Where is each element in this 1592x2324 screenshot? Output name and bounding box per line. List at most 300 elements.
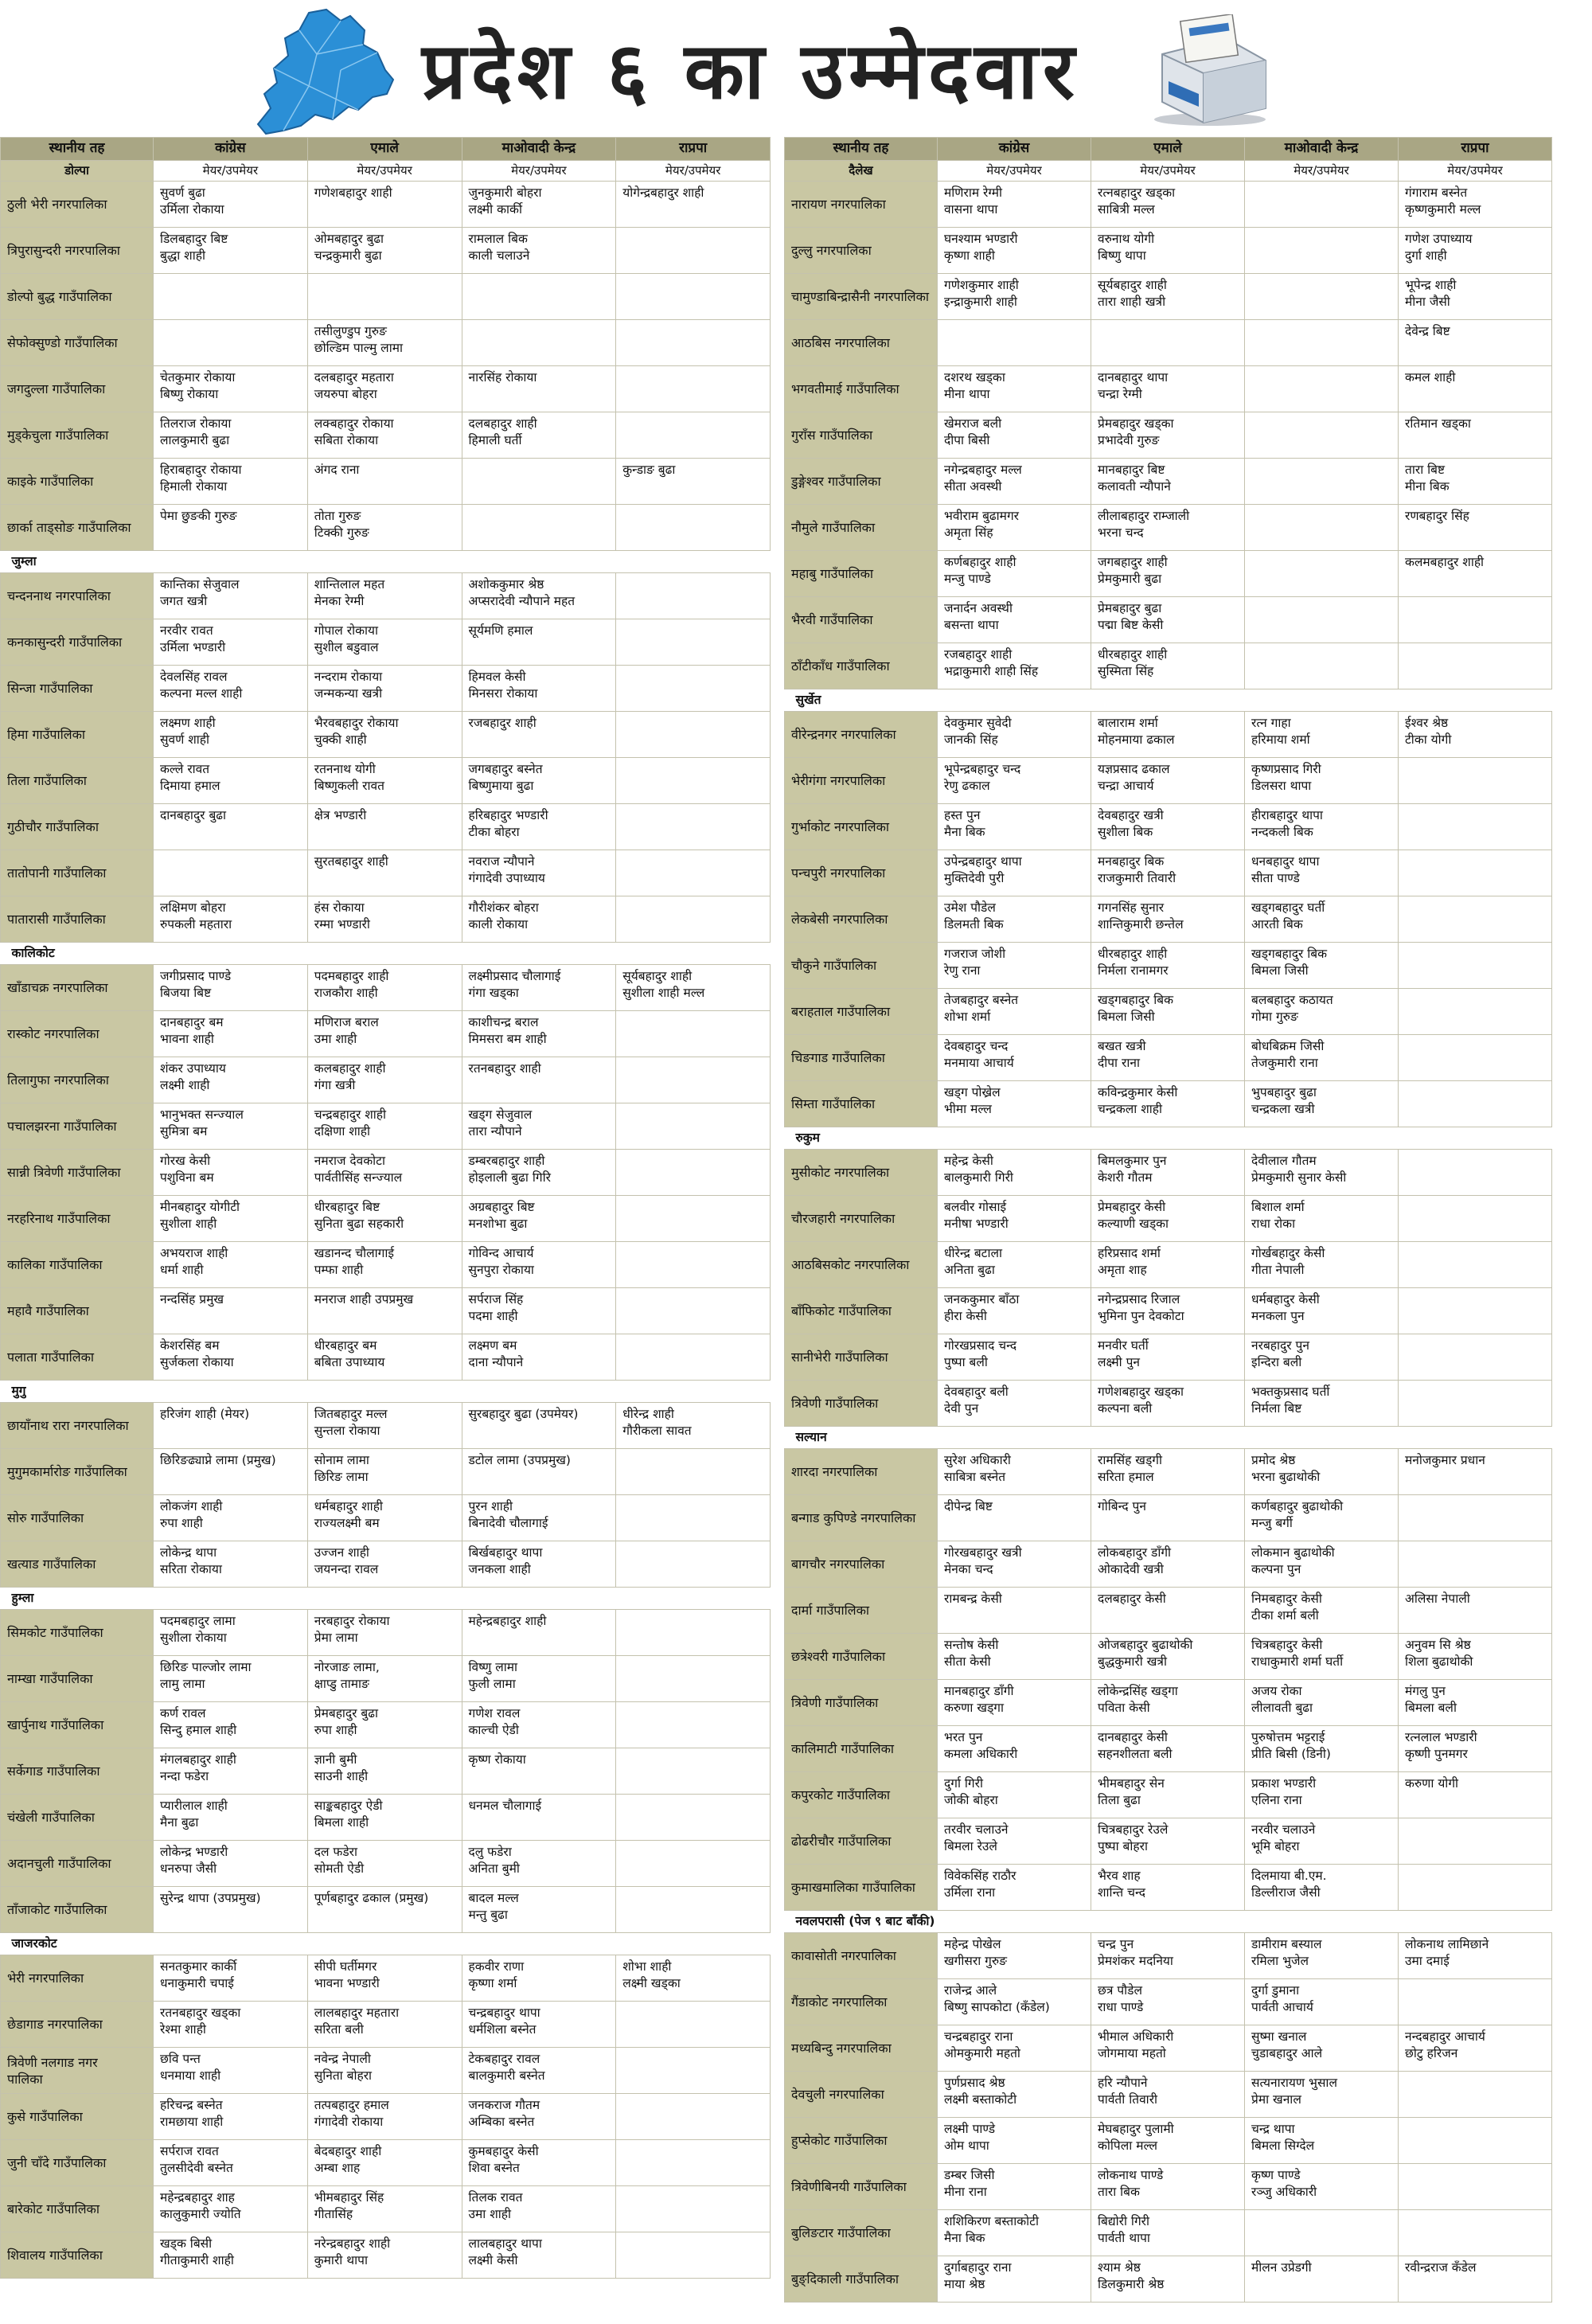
table-row bbox=[785, 1381, 1552, 1427]
candidate-cell: सत्यनारायण भुसाल प्रेमा खनाल bbox=[1245, 2072, 1399, 2118]
candidate-cell bbox=[462, 505, 616, 551]
candidate-cell bbox=[462, 274, 616, 320]
local-level-name: दार्मा गाउँपालिका bbox=[785, 1588, 938, 1634]
table-row bbox=[1, 1449, 771, 1495]
district-row bbox=[785, 689, 1552, 712]
candidate-cell: बिशाल शर्मा राधा रोका bbox=[1245, 1196, 1399, 1242]
candidate-cell: भुपबहादुर बुढा चन्द्रकला खत्री bbox=[1245, 1081, 1399, 1127]
district-row bbox=[785, 1911, 1552, 1933]
column-header: माओवादी केन्द्र bbox=[462, 138, 616, 161]
candidate-cell: लालबहादुर महतारा सरिता बली bbox=[307, 2002, 462, 2048]
column-header: एमाले bbox=[307, 138, 462, 161]
local-level-name: बाँफिकोट गाउँपालिका bbox=[785, 1288, 938, 1334]
table-row bbox=[1, 1288, 771, 1334]
candidate-cell: खड्गबहादुर बिक बिमला जिसी bbox=[1245, 943, 1399, 989]
candidate-cell bbox=[616, 1242, 771, 1288]
local-level-name: डुङ्गेश्वर गाउँपालिका bbox=[785, 459, 938, 505]
local-level-name: चौरजहारी नगरपालिका bbox=[785, 1196, 938, 1242]
candidate-cell bbox=[616, 1288, 771, 1334]
candidate-cell: लोकबहादुर डाँगी ओकादेवी खत्री bbox=[1091, 1541, 1245, 1588]
candidate-cell bbox=[616, 666, 771, 712]
local-level-name: नारायण नगरपालिका bbox=[785, 182, 938, 228]
candidate-cell: उमेश पौडेल डिलमती बिक bbox=[938, 896, 1091, 943]
candidate-cell: गणेशकुमार शाही इन्द्राकुमारी शाही bbox=[938, 274, 1091, 320]
candidate-cell: बलबहादुर कठायत गोमा गुरुङ bbox=[1245, 989, 1399, 1035]
candidate-cell bbox=[1399, 1150, 1552, 1196]
candidate-cell: नन्दसिंह प्रमुख bbox=[154, 1288, 308, 1334]
candidate-cell bbox=[1245, 182, 1399, 228]
candidate-cell bbox=[1399, 1818, 1552, 1865]
candidate-cell: जितबहादुर मल्ल सुन्तला रोकाया bbox=[307, 1403, 462, 1449]
candidate-cell: मानबहादुर बिष्ट कलावती न्यौपाने bbox=[1091, 459, 1245, 505]
candidate-cell bbox=[616, 1057, 771, 1103]
table-row bbox=[785, 804, 1552, 850]
candidate-cell: कृष्णप्रसाद गिरी डिलसरा थापा bbox=[1245, 758, 1399, 804]
candidate-cell: नारसिंह रोकाया bbox=[462, 366, 616, 412]
table-row bbox=[785, 2256, 1552, 2303]
candidate-cell: कृष्ण पाण्डे रञ्जु अधिकारी bbox=[1245, 2164, 1399, 2210]
candidate-cell: खेमराज बली दीपा बिसी bbox=[938, 412, 1091, 459]
candidate-cell bbox=[462, 459, 616, 505]
candidate-cell bbox=[1245, 228, 1399, 274]
local-level-name: त्रिवेणी नलगाड नगर पालिका bbox=[1, 2048, 154, 2094]
candidate-cell: गोरखप्रसाद चन्द पुष्पा बली bbox=[938, 1334, 1091, 1381]
table-row bbox=[1, 619, 771, 666]
candidate-cell: रामलाल बिक काली चलाउने bbox=[462, 228, 616, 274]
table-row bbox=[785, 1634, 1552, 1680]
candidate-cell: हरिजंग शाही (मेयर) bbox=[154, 1403, 308, 1449]
local-level-name: मुगुमकार्मारोङ गाउँपालिका bbox=[1, 1449, 154, 1495]
candidate-cell: कर्णबहादुर शाही मन्जु पाण्डे bbox=[938, 551, 1091, 597]
candidate-cell bbox=[616, 320, 771, 366]
table-row bbox=[785, 1449, 1552, 1495]
candidate-cell: रामसिंह खड्गी सरिता हमाल bbox=[1091, 1449, 1245, 1495]
candidate-cell: रतनबहादुर खड्का रेश्मा शाही bbox=[154, 2002, 308, 2048]
table-row bbox=[785, 1979, 1552, 2025]
candidate-cell: भानुभक्त सन्ज्याल सुमित्रा बम bbox=[154, 1103, 308, 1150]
table-row bbox=[785, 896, 1552, 943]
candidate-cell: हरिचन्द्र बस्नेत रामछाया शाही bbox=[154, 2094, 308, 2140]
local-level-name: तातोपानी गाउँपालिका bbox=[1, 850, 154, 896]
candidate-cell: गणेशबहादुर शाही bbox=[307, 182, 462, 228]
right-candidate-table bbox=[784, 137, 1552, 2303]
table-row bbox=[785, 597, 1552, 643]
local-level-name: सिन्जा गाउँपालिका bbox=[1, 666, 154, 712]
candidate-cell bbox=[1399, 758, 1552, 804]
left-candidate-table bbox=[0, 137, 771, 2279]
candidate-cell: छवि पन्त धनमाया शाही bbox=[154, 2048, 308, 2094]
candidate-cell: दुर्गा डुमाना पार्वती आचार्य bbox=[1245, 1979, 1399, 2025]
candidate-cell: दिलमाया बी.एम. डिल्लीराज जैसी bbox=[1245, 1865, 1399, 1911]
candidate-cell bbox=[1399, 2118, 1552, 2164]
candidate-cell: तारा बिष्ट मीना बिक bbox=[1399, 459, 1552, 505]
candidate-cell: खड्क बिसी गीताकुमारी शाही bbox=[154, 2232, 308, 2279]
candidate-cell bbox=[616, 2140, 771, 2186]
candidate-cell: गोबिन्द पुन bbox=[1091, 1495, 1245, 1541]
local-level-name: चौकुने गाउँपालिका bbox=[785, 943, 938, 989]
candidate-cell: नरबहादुर पुन इन्दिरा बली bbox=[1245, 1334, 1399, 1381]
district-label: जुम्ला bbox=[1, 551, 771, 573]
candidate-cell: पुरुषोत्तम भट्टराई प्रीति बिसी (डिनी) bbox=[1245, 1726, 1399, 1772]
candidate-cell: धीरबहादुर शाही सुस्मिता सिंह bbox=[1091, 643, 1245, 689]
table-row bbox=[1, 182, 771, 228]
table-row bbox=[785, 182, 1552, 228]
candidate-cell: मनोजकुमार प्रधान bbox=[1399, 1449, 1552, 1495]
candidate-cell: नमराज देवकोटा पार्वतीसिंह सन्ज्याल bbox=[307, 1150, 462, 1196]
candidate-cell: बालाराम शर्मा मोहनमाया ढकाल bbox=[1091, 712, 1245, 758]
table-row bbox=[785, 412, 1552, 459]
table-row bbox=[1, 274, 771, 320]
candidate-cell: खडानन्द चौलागाई पम्फा शाही bbox=[307, 1242, 462, 1288]
column-header: स्थानीय तह bbox=[1, 138, 154, 161]
candidate-cell: कलबहादुर शाही गंगा खत्री bbox=[307, 1057, 462, 1103]
candidate-cell: बिमलकुमार पुन केशरी गौतम bbox=[1091, 1150, 1245, 1196]
candidate-cell bbox=[616, 1656, 771, 1702]
candidate-cell: विवेकसिंह राठौर उर्मिला राना bbox=[938, 1865, 1091, 1911]
candidate-cell: नन्दराम रोकाया जन्मकन्या खत्री bbox=[307, 666, 462, 712]
candidate-cell: डामीराम बस्याल रमिला भुजेल bbox=[1245, 1933, 1399, 1979]
candidate-cell: रतिमान खड्का bbox=[1399, 412, 1552, 459]
candidate-cell: हंस रोकाया रम्मा भण्डारी bbox=[307, 896, 462, 943]
local-level-name: सोरु गाउँपालिका bbox=[1, 1495, 154, 1541]
candidate-cell: कर्णबहादुर बुढाथोकी मन्जु बर्गी bbox=[1245, 1495, 1399, 1541]
candidate-cell: महेन्द्रबहादुर शाही bbox=[462, 1610, 616, 1656]
table-row bbox=[785, 1035, 1552, 1081]
role-label: मेयर/उपमेयर bbox=[616, 161, 771, 182]
candidate-cell bbox=[1399, 1334, 1552, 1381]
table-row bbox=[785, 758, 1552, 804]
candidate-cell: उज्जन शाही जयनन्दा रावल bbox=[307, 1541, 462, 1588]
candidate-cell: रजबहादुर शाही bbox=[462, 712, 616, 758]
table-row bbox=[1, 1841, 771, 1887]
candidate-cell bbox=[154, 274, 308, 320]
candidate-cell: दानबहादुर बुढा bbox=[154, 804, 308, 850]
candidate-cell: लोकेन्द्र भण्डारी धनरुपा जैसी bbox=[154, 1841, 308, 1887]
candidate-cell bbox=[1399, 1242, 1552, 1288]
candidate-cell: करुणा योगी bbox=[1399, 1772, 1552, 1818]
district-label: सल्यान bbox=[785, 1427, 1552, 1449]
local-level-name: त्रिवेणीबिनयी गाउँपालिका bbox=[785, 2164, 938, 2210]
table-row bbox=[785, 551, 1552, 597]
local-level-name: बुलिङटार गाउँपालिका bbox=[785, 2210, 938, 2256]
candidate-cell: मनबहादुर बिक राजकुमारी तिवारी bbox=[1091, 850, 1245, 896]
local-level-name: मुसीकोट नगरपालिका bbox=[785, 1150, 938, 1196]
table-row bbox=[785, 320, 1552, 366]
local-level-name: भैरवी गाउँपालिका bbox=[785, 597, 938, 643]
candidate-cell: भीमबहादुर सिंह गीतासिंह bbox=[307, 2186, 462, 2232]
local-level-name: कुसे गाउँपालिका bbox=[1, 2094, 154, 2140]
candidate-cell: गोपाल रोकाया सुशील बडुवाल bbox=[307, 619, 462, 666]
candidate-cell bbox=[1399, 1495, 1552, 1541]
local-level-name: पचालझरना गाउँपालिका bbox=[1, 1103, 154, 1150]
table-row bbox=[785, 366, 1552, 412]
table-row bbox=[1, 320, 771, 366]
candidate-cell: गणेश रावल काल्ची ऐडी bbox=[462, 1702, 616, 1748]
candidate-cell: सर्पराज सिंह पदमा शाही bbox=[462, 1288, 616, 1334]
candidate-cell bbox=[616, 2094, 771, 2140]
role-label: मेयर/उपमेयर bbox=[1399, 161, 1552, 182]
table-row bbox=[785, 1865, 1552, 1911]
candidate-cell: नवेन्द्र नेपाली सुनिता बोहरा bbox=[307, 2048, 462, 2094]
column-header: कांग्रेस bbox=[938, 138, 1091, 161]
table-row bbox=[785, 943, 1552, 989]
local-level-name: कनकासुन्दरी गाउँपालिका bbox=[1, 619, 154, 666]
candidate-cell: तिलराज रोकाया लालकुमारी बुढा bbox=[154, 412, 308, 459]
candidate-cell: डम्बरबहादुर शाही होइलाली बुढा गिरि bbox=[462, 1150, 616, 1196]
table-row bbox=[785, 2072, 1552, 2118]
candidate-cell bbox=[1245, 505, 1399, 551]
table-row bbox=[1, 1334, 771, 1381]
candidate-cell: निमबहादुर केसी टीका शर्मा बली bbox=[1245, 1588, 1399, 1634]
table-row bbox=[785, 1196, 1552, 1242]
candidate-cell: दलबहादुर शाही हिमाली घर्ती bbox=[462, 412, 616, 459]
local-level-name: हिमा गाउँपालिका bbox=[1, 712, 154, 758]
candidate-cell bbox=[616, 412, 771, 459]
table-row bbox=[785, 2164, 1552, 2210]
local-level-name: ठाँटीकाँध गाउँपालिका bbox=[785, 643, 938, 689]
candidate-cell: यज्ञप्रसाद ढकाल चन्द्रा आचार्य bbox=[1091, 758, 1245, 804]
column-header: स्थानीय तह bbox=[785, 138, 938, 161]
candidate-cell: लक्ष्मी पाण्डे ओम थापा bbox=[938, 2118, 1091, 2164]
district-label: नवलपरासी (पेज ९ बाट बाँकी) bbox=[785, 1911, 1552, 1933]
candidate-cell: भूपेन्द्र शाही मीना जैसी bbox=[1399, 274, 1552, 320]
candidate-cell: लालबहादुर थापा लक्ष्मी केसी bbox=[462, 2232, 616, 2279]
candidate-cell: लोकनाथ पाण्डे तारा बिक bbox=[1091, 2164, 1245, 2210]
candidate-cell: गगनसिंह सुनार शान्तिकुमारी छन्तेल bbox=[1091, 896, 1245, 943]
candidate-cell: रतननाथ योगी बिष्णुकली रावत bbox=[307, 758, 462, 804]
local-level-name: चन्दननाथ नगरपालिका bbox=[1, 573, 154, 619]
local-level-name: सर्केगाड गाउँपालिका bbox=[1, 1748, 154, 1795]
candidate-cell: तत्पबहादुर हमाल गंगादेवी रोकाया bbox=[307, 2094, 462, 2140]
candidate-cell: हीराबहादुर थापा नन्दकली बिक bbox=[1245, 804, 1399, 850]
role-label: मेयर/उपमेयर bbox=[462, 161, 616, 182]
candidate-cell bbox=[1399, 943, 1552, 989]
candidate-cell bbox=[616, 366, 771, 412]
local-level-name: पन्चपुरी नगरपालिका bbox=[785, 850, 938, 896]
candidate-cell: धर्मबहादुर शाही राज्यलक्ष्मी बम bbox=[307, 1495, 462, 1541]
local-level-name: मध्यबिन्दु नगरपालिका bbox=[785, 2025, 938, 2072]
candidate-cell bbox=[616, 1011, 771, 1057]
candidate-cell: साङ्कबहादुर ऐडी बिमला शाही bbox=[307, 1795, 462, 1841]
candidate-cell bbox=[154, 320, 308, 366]
candidate-cell: देवकुमार सुवेदी जानकी सिंह bbox=[938, 712, 1091, 758]
candidate-cell bbox=[1245, 366, 1399, 412]
district-row bbox=[1, 1588, 771, 1610]
candidate-cell: नरवीर रावत उर्मिला भण्डारी bbox=[154, 619, 308, 666]
candidate-cell: सर्पराज रावत तुलसीदेवी बस्नेत bbox=[154, 2140, 308, 2186]
table-row bbox=[1, 2002, 771, 2048]
candidate-cell: लोकनाथ लामिछाने उमा दमाई bbox=[1399, 1933, 1552, 1979]
candidate-cell: दुर्गा गिरी जोकी बोहरा bbox=[938, 1772, 1091, 1818]
local-level-name: वीरेन्द्रनगर नगरपालिका bbox=[785, 712, 938, 758]
table-row bbox=[785, 1588, 1552, 1634]
district-label: डोल्पा bbox=[1, 161, 154, 182]
local-level-name: सेफोक्सुण्डो गाउँपालिका bbox=[1, 320, 154, 366]
local-level-name: आठबिस नगरपालिका bbox=[785, 320, 938, 366]
candidate-cell: गणेश उपाध्याय दुर्गा शाही bbox=[1399, 228, 1552, 274]
candidate-cell bbox=[1245, 597, 1399, 643]
role-label: मेयर/उपमेयर bbox=[307, 161, 462, 182]
candidate-cell: छिरिङ पाल्जोर लामा लामु लामा bbox=[154, 1656, 308, 1702]
local-level-name: सिमकोट गाउँपालिका bbox=[1, 1610, 154, 1656]
local-level-name: भगवतीमाई गाउँपालिका bbox=[785, 366, 938, 412]
local-level-name: बन्गाड कुपिण्डे नगरपालिका bbox=[785, 1495, 938, 1541]
candidate-cell: चेतकुमार रोकाया बिष्णु रोकाया bbox=[154, 366, 308, 412]
candidate-cell bbox=[1399, 597, 1552, 643]
candidate-cell: लोकेन्द्र थापा सरिता रोकाया bbox=[154, 1541, 308, 1588]
table-row bbox=[1, 804, 771, 850]
candidate-cell: हरिबहादुर भण्डारी टीका बोहरा bbox=[462, 804, 616, 850]
candidate-cell bbox=[616, 2186, 771, 2232]
candidate-cell: बादल मल्ल मन्तु बुढा bbox=[462, 1887, 616, 1933]
local-level-name: चंखेली गाउँपालिका bbox=[1, 1795, 154, 1841]
table-row bbox=[785, 2025, 1552, 2072]
candidate-cell: शंकर उपाध्याय लक्ष्मी शाही bbox=[154, 1057, 308, 1103]
candidate-cell bbox=[616, 1887, 771, 1933]
role-label: मेयर/उपमेयर bbox=[938, 161, 1091, 182]
local-level-name: चिङगाड गाउँपालिका bbox=[785, 1035, 938, 1081]
candidate-cell: रामबन्द्र केसी bbox=[938, 1588, 1091, 1634]
candidate-cell: सनतकुमार कार्की धनाकुमारी चपाई bbox=[154, 1955, 308, 2002]
candidate-cell: शोभा शाही लक्ष्मी खड्का bbox=[616, 1955, 771, 2002]
table-row bbox=[785, 1242, 1552, 1288]
candidate-cell bbox=[616, 1334, 771, 1381]
candidate-cell bbox=[616, 2048, 771, 2094]
candidate-cell: घनश्याम भण्डारी कृष्णा शाही bbox=[938, 228, 1091, 274]
candidate-cell: नरबहादुर रोकाया प्रेमा लामा bbox=[307, 1610, 462, 1656]
table-row bbox=[1, 850, 771, 896]
candidate-cell: जनार्दन अवस्थी बसन्ता थापा bbox=[938, 597, 1091, 643]
candidate-cell bbox=[616, 850, 771, 896]
candidate-cell: देवबहादुर खत्री सुशीला बिक bbox=[1091, 804, 1245, 850]
local-level-name: कावासोती नगरपालिका bbox=[785, 1933, 938, 1979]
candidate-cell: महेन्द्रबहादुर शाह कालुकुमारी ज्योति bbox=[154, 2186, 308, 2232]
candidate-cell: योगेन्द्रबहादुर शाही bbox=[616, 182, 771, 228]
candidate-cell: तरवीर चलाउने बिमला रेउले bbox=[938, 1818, 1091, 1865]
column-header: एमाले bbox=[1091, 138, 1245, 161]
candidate-cell: महेन्द्र पोखेल खगीसरा गुरुङ bbox=[938, 1933, 1091, 1979]
candidate-cell: नोरजाङ लामा, क्षाप्डु तामाङ bbox=[307, 1656, 462, 1702]
candidate-cell: अशोककुमार श्रेष्ठ अप्सरादेवी न्यौपाने महत bbox=[462, 573, 616, 619]
candidate-cell bbox=[616, 804, 771, 850]
local-level-name: नौमुले गाउँपालिका bbox=[785, 505, 938, 551]
candidate-cell bbox=[616, 1150, 771, 1196]
local-level-name: कालिका गाउँपालिका bbox=[1, 1242, 154, 1288]
local-level-name: छायाँनाथ रारा नगरपालिका bbox=[1, 1403, 154, 1449]
local-level-name: आठबिसकोट नगरपालिका bbox=[785, 1242, 938, 1288]
district-label: दैलेख bbox=[785, 161, 938, 182]
candidate-cell: काशीचन्द्र बराल मिमसरा बम शाही bbox=[462, 1011, 616, 1057]
candidate-cell: अजय रोका लीलावती बुढा bbox=[1245, 1680, 1399, 1726]
table-row bbox=[785, 1726, 1552, 1772]
candidate-cell: अनुवम सि श्रेष्ठ शिला बुढाथोकी bbox=[1399, 1634, 1552, 1680]
candidate-cell: गोर्खबहादुर केसी गीता नेपाली bbox=[1245, 1242, 1399, 1288]
candidate-cell: दीपेन्द्र बिष्ट bbox=[938, 1495, 1091, 1541]
candidate-cell bbox=[938, 320, 1091, 366]
candidate-cell bbox=[616, 619, 771, 666]
table-row bbox=[1, 1748, 771, 1795]
candidate-cell: नगेन्द्रप्रसाद रिजाल भुमिना पुन देवकोटा bbox=[1091, 1288, 1245, 1334]
table-row bbox=[1, 2140, 771, 2186]
local-level-name: सान्नी त्रिवेणी गाउँपालिका bbox=[1, 1150, 154, 1196]
candidate-cell: अभयराज शाही धर्मा शाही bbox=[154, 1242, 308, 1288]
candidate-cell bbox=[1399, 2210, 1552, 2256]
candidate-cell: बखत खत्री दीपा राना bbox=[1091, 1035, 1245, 1081]
table-row bbox=[1, 1541, 771, 1588]
table-row bbox=[785, 1818, 1552, 1865]
candidate-cell: देवीलाल गौतम प्रेमकुमारी सुनार केसी bbox=[1245, 1150, 1399, 1196]
page-title: प्रदेश ६ का उम्मेदवार bbox=[422, 25, 1080, 117]
candidate-cell: जगबहादुर शाही प्रेमकुमारी बुढा bbox=[1091, 551, 1245, 597]
candidate-cell bbox=[616, 505, 771, 551]
local-level-name: शिवालय गाउँपालिका bbox=[1, 2232, 154, 2279]
local-level-name: सिम्ता गाउँपालिका bbox=[785, 1081, 938, 1127]
table-row bbox=[1, 2094, 771, 2140]
district-row bbox=[1, 551, 771, 573]
candidate-cell bbox=[616, 896, 771, 943]
candidate-cell: दानबहादुर थापा चन्द्रा रेग्मी bbox=[1091, 366, 1245, 412]
candidate-cell: रतनबहादुर शाही bbox=[462, 1057, 616, 1103]
candidate-cell: सुरेश अधिकारी साबित्रा बस्नेत bbox=[938, 1449, 1091, 1495]
province-map-icon bbox=[253, 6, 396, 138]
candidate-cell bbox=[616, 1610, 771, 1656]
local-level-name: चामुण्डाबिन्द्रासैनी नगरपालिका bbox=[785, 274, 938, 320]
district-row bbox=[785, 1427, 1552, 1449]
table-row bbox=[1, 412, 771, 459]
candidate-cell: पदमबहादुर शाही राजकौरा शाही bbox=[307, 965, 462, 1011]
column-header: माओवादी केन्द्र bbox=[1245, 138, 1399, 161]
district-row bbox=[1, 1933, 771, 1955]
candidate-cell: दुर्गाबहादुर राना माया श्रेष्ठ bbox=[938, 2256, 1091, 2303]
candidate-cell: तेजबहादुर बस्नेत शोभा शर्मा bbox=[938, 989, 1091, 1035]
candidate-cell: बोधबिक्रम जिसी तेजकुमारी राना bbox=[1245, 1035, 1399, 1081]
table-row bbox=[1, 2186, 771, 2232]
candidate-cell: मनवीर घर्ती लक्ष्मी पुन bbox=[1091, 1334, 1245, 1381]
candidate-cell: गोविन्द आचार्य सुनपुरा रोकाया bbox=[462, 1242, 616, 1288]
candidate-cell: लीलाबहादुर राम्जाली भरना चन्द bbox=[1091, 505, 1245, 551]
table-row bbox=[785, 712, 1552, 758]
candidate-cell bbox=[616, 1449, 771, 1495]
page-header bbox=[0, 0, 1592, 135]
candidate-cell: प्यारीलाल शाही मैना बुढा bbox=[154, 1795, 308, 1841]
table-row bbox=[1, 1057, 771, 1103]
local-level-name: ठुली भेरी नगरपालिका bbox=[1, 182, 154, 228]
candidate-cell: श्याम श्रेष्ठ डिलकुमारी श्रेष्ठ bbox=[1091, 2256, 1245, 2303]
candidate-cell: धीरबहादुर बम बबिता उपाध्याय bbox=[307, 1334, 462, 1381]
candidate-cell bbox=[1399, 804, 1552, 850]
candidate-cell: धनबहादुर थापा सीता पाण्डे bbox=[1245, 850, 1399, 896]
candidate-cell: सन्तोष केसी सीता केसी bbox=[938, 1634, 1091, 1680]
candidate-cell: मंगलु पुन बिमला बली bbox=[1399, 1680, 1552, 1726]
candidate-cell: कविन्द्रकुमार केसी चन्द्रकला शाही bbox=[1091, 1081, 1245, 1127]
candidate-cell: धीरेन्द्र बटाला अनिता बुढा bbox=[938, 1242, 1091, 1288]
local-level-name: भेरी नगरपालिका bbox=[1, 1955, 154, 2002]
candidate-cell bbox=[1245, 274, 1399, 320]
candidate-cell bbox=[616, 1541, 771, 1588]
candidate-cell: जगीप्रसाद पाण्डे बिजया बिष्ट bbox=[154, 965, 308, 1011]
candidate-cell: प्रमोद श्रेष्ठ भरना बुढाथोकी bbox=[1245, 1449, 1399, 1495]
table-header-row bbox=[1, 138, 771, 161]
local-level-name: छत्रेश्वरी गाउँपालिका bbox=[785, 1634, 938, 1680]
candidate-cell bbox=[1245, 320, 1399, 366]
candidate-cell: गोरखबहादुर खत्री मेनका चन्द bbox=[938, 1541, 1091, 1588]
candidate-cell bbox=[1399, 1865, 1552, 1911]
candidate-cell: नवराज न्यौपाने गंगादेवी उपाध्याय bbox=[462, 850, 616, 896]
candidate-cell bbox=[1399, 2164, 1552, 2210]
table-row bbox=[1, 1610, 771, 1656]
table-row bbox=[785, 228, 1552, 274]
candidate-cell bbox=[616, 1103, 771, 1150]
